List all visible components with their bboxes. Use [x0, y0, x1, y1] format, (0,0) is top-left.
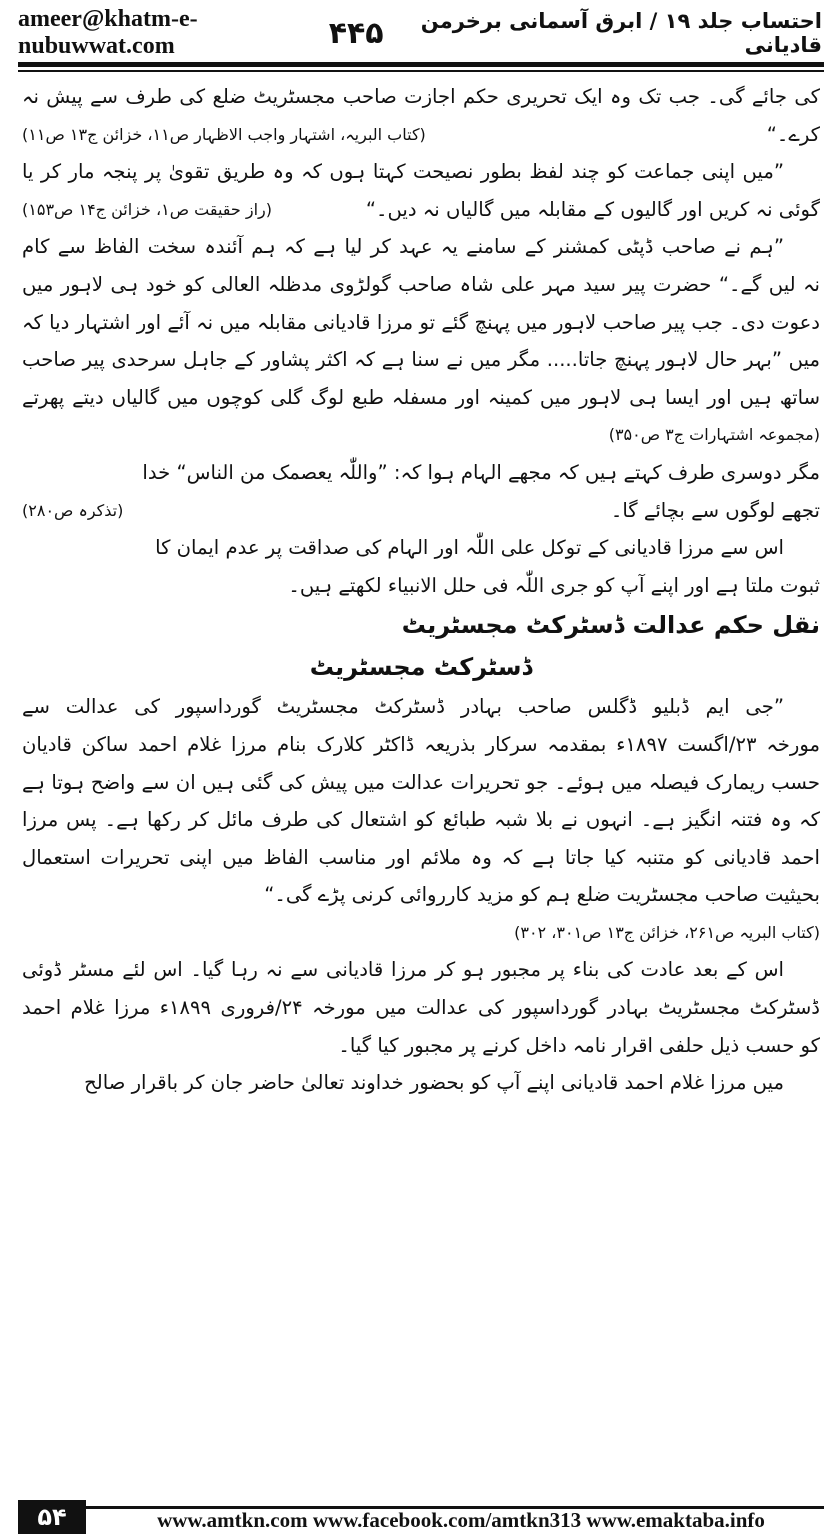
- body-line: بحیثیت صاحب مجسٹریت ضلع ہم کو مزید کارروائی کرنی پڑے گی۔“: [264, 883, 820, 907]
- body-line: احمد قادیانی کو متنبہ کیا جاتا ہے کہ وہ ملائم اور مناسب الفاظ میں اپنی تحریرات استعمال: [22, 845, 820, 869]
- page-footer: [18, 1500, 824, 1534]
- body-line: دعوت دی۔ جب پیر صاحب لاہور میں پہنچ گئے تو مرزا قادیانی مقابلہ میں نہ آئے اور اشتہار دیا کہ: [22, 310, 820, 334]
- body-line: مورخہ ۲۳/اگست ۱۸۹۷ء بمقدمہ سرکار بذریعہ ڈاکٹر کلارک بنام مرزا غلام احمد ساکن قادیان: [22, 732, 820, 756]
- body-line: کو حسب ذیل حلفی اقرار نامہ داخل کرنے پر مجبور کیا گیا۔: [338, 1033, 820, 1057]
- body-text: اس سے مرزا قادیانی کے: [581, 536, 784, 560]
- body-line: ”میں اپنی جماعت کو چند لفظ بطور نصیحت کہتا ہوں کہ وہ طریق تقویٰ پر پنجہ مار کر یا: [22, 160, 784, 184]
- body-line: اس کے بعد عادت کی بناء پر مجبور ہو کر مرزا قادیانی سے نہ رہا گیا۔ اس لئے مسٹر ڈوئی: [22, 958, 784, 982]
- body-line-with-ref: [22, 492, 820, 530]
- body-text: کرے۔“: [766, 122, 820, 146]
- body-text: مگر دوسری طرف کہتے ہیں کہ مجھے الہام ہوا کہ: ”: [377, 460, 820, 484]
- body-line: کی جائے گی۔ جب تک وہ ایک تحریری حکم اجازت صاحب مجسٹریٹ ضلع کی طرف سے پیش نہ: [22, 85, 820, 108]
- body-text: لکھتے ہیں۔: [288, 573, 388, 597]
- body-text: تجھے لوگوں سے بچائے گا۔: [610, 498, 820, 522]
- header-book-title: احتساب جلد ۱۹ / ابرق آسمانی برخرمن قادیانی: [420, 9, 822, 57]
- body-line-quote: [22, 529, 820, 567]
- body-text: ثبوت ملتا ہے اور اپنے آپ کو: [588, 573, 820, 597]
- body-line: میں ”بہر حال لاہور پہنچ جاتا..... مگر میں نے سنا ہے کہ اکثر پشاور کے جاہل سرحدی پیر صاحب: [22, 348, 820, 372]
- citation: (راز حقیقت ص۱، خزائن ج۱۴ ص۱۵۳): [22, 199, 272, 219]
- arabic-quote: واللّٰہ یعصمک من الناس: [186, 460, 378, 484]
- header-rule-thick: [18, 62, 824, 67]
- page-body: [22, 78, 820, 1102]
- body-line: حسب ریمارک فیصلہ میں ہوئے۔ جو تحریرات عدالت میں پیش کی گئی ہیں ان سے واضح ہوتا ہے: [22, 770, 820, 794]
- citation: (تذکرہ ص۲۸۰): [22, 500, 124, 520]
- header-page-number: ۴۴۵: [328, 15, 384, 51]
- page-header: [18, 8, 822, 58]
- body-line: ڈسٹرکٹ مجسٹریٹ بہادر گورداسپور کی عدالت میں مورخہ ۲۴/فروری ۱۸۹۹ء مرزا غلام احمد: [22, 996, 820, 1020]
- arabic-phrase: جری اللّٰہ فی حلل الانبیاء: [387, 573, 589, 597]
- footer-links: www.amtkn.com www.facebook.com/amtkn313 www.emaktaba.info: [157, 1508, 765, 1532]
- arabic-phrase: توکل علی اللّٰہ: [465, 536, 582, 560]
- footer-page-number: ۵۴: [18, 1500, 86, 1534]
- body-line: نہ لیں گے۔“ حضرت پیر سید مہر علی شاہ صاحب گولڑوی مدظلہ العالی کو خود ہی لاہور میں: [22, 272, 820, 296]
- body-text: گوئی نہ کریں اور گالیوں کے مقابلہ میں گالیاں نہ دیں۔“: [365, 197, 820, 221]
- section-heading: نقل حکم عدالت ڈسٹرکٹ مجسٹریٹ: [401, 611, 820, 640]
- body-line: میں مرزا غلام احمد قادیانی اپنے آپ کو بحضور خداوند تعالیٰ حاضر جان کر باقرار صالح: [84, 1071, 784, 1095]
- body-line: ساتھ ہیں اور ایسا ہی لاہور میں کمینہ اور مسفلہ طبع لوگ گلی کوچوں میں گالیاں دیتے پھرتے: [22, 385, 820, 409]
- body-line: کہ وہ فتنہ انگیز ہے۔ انہوں نے بلا شبہ طبائع کو اشتعال کی طرف مائل کر رکھا ہے۔ پس مرزا: [22, 808, 820, 832]
- body-line-quote: [22, 567, 820, 605]
- body-text: اور الہام کی صداقت پر عدم ایمان کا: [155, 536, 466, 560]
- body-line: ”ہم نے صاحب ڈپٹی کمشنر کے سامنے یہ عہد کر لیا ہے کہ ہم آئندہ سخت الفاظ سے کام: [22, 235, 784, 259]
- citation: (مجموعہ اشتہارات ج۳ ص۳۵۰): [608, 425, 820, 445]
- body-line-quote: [22, 454, 820, 492]
- citation: (کتاب البریہ، اشتہار واجب الاظہار ص۱۱، خزائن ج۱۳ ص۱۱): [22, 124, 426, 144]
- body-text: “ خدا: [142, 460, 187, 484]
- header-rule-thin: [18, 70, 824, 72]
- header-email: ameer@khatm-e-nubuwwat.com: [18, 6, 198, 59]
- citation: (کتاب البریہ ص۲۶۱، خزائن ج۱۳ ص۳۰۱، ۳۰۲): [514, 922, 820, 942]
- body-line: ”جی ایم ڈبلیو ڈگلس صاحب بہادر ڈسٹرکٹ مجسٹریٹ گورداسپور کی عدالت سے: [22, 695, 784, 719]
- body-line-with-ref: [22, 116, 820, 154]
- section-subheading: ڈسٹرکٹ مجسٹریٹ: [309, 653, 533, 682]
- body-line-with-ref: [22, 191, 820, 229]
- header-left: [18, 6, 384, 60]
